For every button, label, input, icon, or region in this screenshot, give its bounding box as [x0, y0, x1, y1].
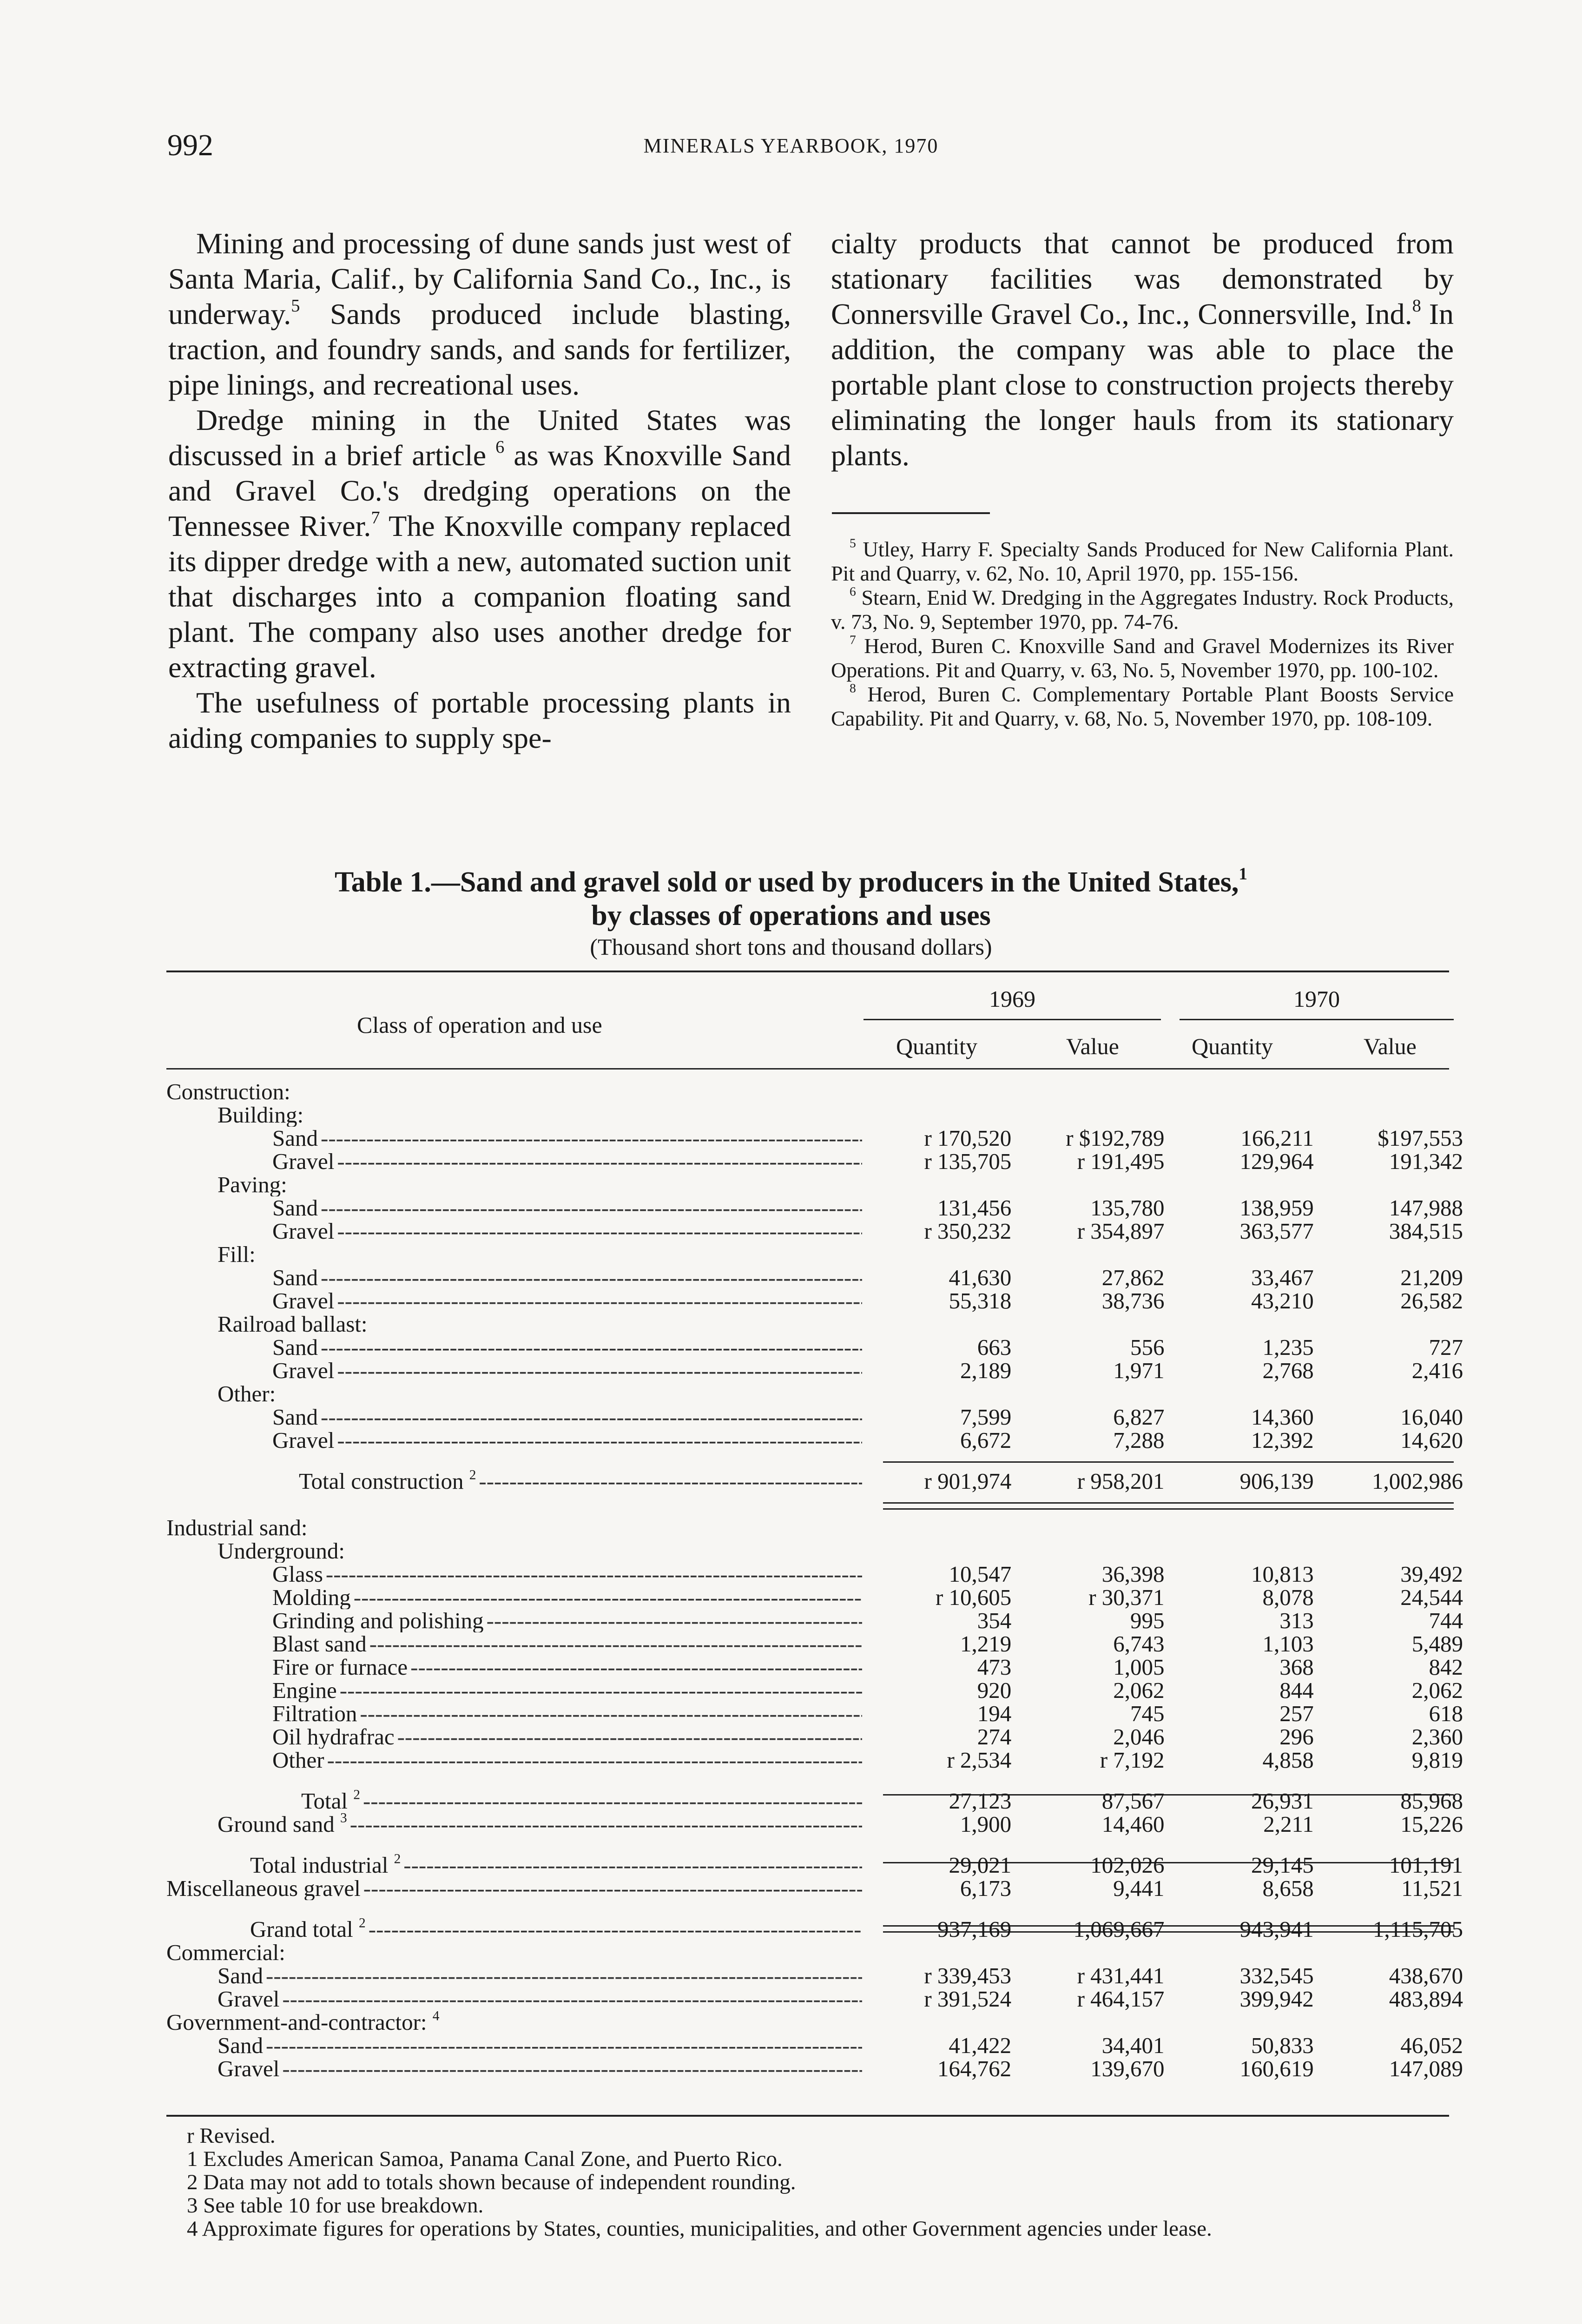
- table-row: Sand ----- 663 556 1,235 727: [166, 1336, 1463, 1359]
- table-body: [166, 1080, 1463, 2080]
- table-note: 1 Excludes American Samoa, Panama Canal Zone, and Puerto Rico.: [187, 2147, 783, 2171]
- year-1969-heading: 1969: [989, 986, 1035, 1012]
- table-row: Gravel ----- 6,672 7,288 12,392 14,620: [166, 1429, 1463, 1452]
- subsection-heading: Building:: [218, 1103, 304, 1127]
- section-heading: Construction:: [166, 1080, 290, 1103]
- table-row: Gravel ----- 2,189 1,971 2,768 2,416: [166, 1359, 1463, 1382]
- footnotes: [831, 537, 1454, 731]
- paragraph: Dredge mining in the United States was discussed in a brief article $^6$ as was Knoxville Sand and Gravel Co.'s dredging operations on the Tennessee River.$^7$ The Knoxville company replaced its dipper dredge with a new, automated suction unit that discharges into a companion floating sand plant. The company also uses another dredge for extracting gravel.: [168, 403, 791, 684]
- footnote: $^5$ Utley, Harry F. Specialty Sands Produced for New California Plant. Pit and Quarry, v. 62, No. 10, April 1970, pp. 155-156.: [831, 535, 1454, 585]
- subsection-heading: Paving:: [218, 1173, 287, 1196]
- table-note: 3 See table 10 for use breakdown.: [187, 2193, 484, 2218]
- value-1970-heading: Value: [1364, 1033, 1417, 1059]
- table-row: Filtration ----- 194 745 257 618: [166, 1702, 1463, 1725]
- footnote-rule: [832, 512, 990, 514]
- table-row: Gravel ----- 55,318 38,736 43,210 26,582: [166, 1289, 1463, 1313]
- footnote: $^7$ Herod, Buren C. Knoxville Sand and Gravel Modernizes its River Operations. Pit and Quarry, v. 63, No. 5, November 1970, pp. 100-102.: [831, 632, 1454, 682]
- table-row: Other ----- r 2,534 r 7,192 4,858 9,819: [166, 1749, 1463, 1772]
- paragraph: The usefulness of portable processing plants in aiding companies to supply spe-: [168, 686, 791, 754]
- table-bottom-rule: [166, 2115, 1449, 2117]
- subsection-heading: Railroad ballast:: [218, 1313, 368, 1336]
- table-row: Engine ----- 920 2,062 844 2,062: [166, 1679, 1463, 1702]
- section-heading: Industrial sand:: [166, 1516, 308, 1539]
- table-row: Miscellaneous gravel ----- 6,173 9,441 8,658 11,521: [166, 1877, 1463, 1900]
- table-row: Fire or furnace ----- 473 1,005 368 842: [166, 1656, 1463, 1679]
- table-row: Glass ----- 10,547 36,398 10,813 39,492: [166, 1563, 1463, 1586]
- section-heading: Government-and-contractor: $^4$: [166, 2011, 440, 2034]
- quantity-1969-heading: Quantity: [896, 1033, 977, 1059]
- total-row: Total construction $^2$ ----- r 901,974 r 958,201 906,139 1,002,986: [166, 1470, 1463, 1493]
- table-notes: [168, 2124, 1460, 2240]
- table-row: Gravel ----- r 135,705 r 191,495 129,964 191,342: [166, 1150, 1463, 1173]
- footnote: $^8$ Herod, Buren C. Complementary Portable Plant Boosts Service Capability. Pit and Quarry, v. 68, No. 5, November 1970, pp. 108-109.: [831, 680, 1454, 730]
- class-column-heading: Class of operation and use: [357, 1012, 602, 1038]
- table-subtitle: (Thousand short tons and thousand dollars): [590, 934, 992, 960]
- section-heading: Commercial:: [166, 1941, 285, 1964]
- table-row: Grinding and polishing ----- 354 995 313 744: [166, 1609, 1463, 1632]
- table-note: 4 Approximate figures for operations by States, counties, municipalities, and other Government agencies under lease.: [187, 2217, 1212, 2241]
- subsection-heading: Other:: [218, 1382, 276, 1406]
- table-row: Oil hydrafrac ----- 274 2,046 296 2,360: [166, 1725, 1463, 1749]
- year-1970-heading: 1970: [1293, 986, 1340, 1012]
- table-row: Sand ----- 131,456 135,780 138,959 147,988: [166, 1196, 1463, 1220]
- table-row: Sand ----- r 339,453 r 431,441 332,545 438,670: [166, 1964, 1463, 1987]
- body-column-right: [831, 226, 1454, 473]
- paragraph: cialty products that cannot be produced from stationary facilities was demonstrated by Connersville Gravel Co., Inc., Connersville, Ind.$^8$ In addition, the company was able to place the portable plant close to construction projects thereby eliminating the longer hauls from its stationary plants.: [831, 227, 1454, 472]
- page-number: 992: [167, 128, 213, 162]
- subsection-heading: Fill:: [218, 1243, 256, 1266]
- table-top-rule: [166, 971, 1449, 972]
- subsection-heading: Underground:: [218, 1539, 345, 1563]
- table-row: Molding ----- r 10,605 r 30,371 8,078 24,544: [166, 1586, 1463, 1609]
- table-note: r Revised.: [187, 2124, 276, 2148]
- running-title: MINERALS YEARBOOK, 1970: [643, 134, 939, 157]
- table-row: Ground sand $^3$ ----- 1,900 14,460 2,211 15,226: [166, 1813, 1463, 1836]
- table-title: Table 1.—Sand and gravel sold or used by producers in the United States,$^1$ by classes of operations and uses: [335, 864, 1247, 931]
- header-bottom-rule: [166, 1068, 1449, 1070]
- table-row: Gravel ----- r 350,232 r 354,897 363,577 384,515: [166, 1220, 1463, 1243]
- table-row: Gravel ----- 164,762 139,670 160,619 147,089: [166, 2057, 1463, 2080]
- value-1969-heading: Value: [1066, 1033, 1119, 1059]
- table-row: Blast sand ----- 1,219 6,743 1,103 5,489: [166, 1632, 1463, 1656]
- total-row: Total $^2$ ----- 27,123 87,567 26,931 85,968: [166, 1789, 1463, 1813]
- table-row: Sand ----- 41,422 34,401 50,833 46,052: [166, 2034, 1463, 2057]
- table-note: 2 Data may not add to totals shown because of independent rounding.: [187, 2170, 796, 2194]
- table-row: Sand ----- r 170,520 r $192,789 166,211 $197,553: [166, 1127, 1463, 1150]
- total-row: Total industrial $^2$ ----- 29,021 102,026 29,145 101,191: [166, 1854, 1463, 1877]
- table-row: Gravel ----- r 391,524 r 464,157 399,942 483,894: [166, 1987, 1463, 2011]
- body-column-left: [168, 226, 791, 756]
- year-1970-rule: [1180, 1019, 1454, 1020]
- table-row: Sand ----- 7,599 6,827 14,360 16,040: [166, 1406, 1463, 1429]
- year-1969-rule: [864, 1019, 1161, 1020]
- footnote: $^6$ Stearn, Enid W. Dredging in the Aggregates Industry. Rock Products, v. 73, No. 9, September 1970, pp. 74-76.: [831, 584, 1454, 634]
- paragraph: Mining and processing of dune sands just west of Santa Maria, Calif., by California Sand Co., Inc., is underway.$^5$ Sands produced include blasting, traction, and foundry sands, and sands for fertilizer, pipe linings, and recreational uses.: [168, 227, 791, 401]
- grand-total-row: Grand total $^2$ ----- 937,169 1,069,667 943,941 1,115,705: [166, 1918, 1463, 1941]
- quantity-1970-heading: Quantity: [1192, 1033, 1273, 1059]
- table-row: Sand ----- 41,630 27,862 33,467 21,209: [166, 1266, 1463, 1289]
